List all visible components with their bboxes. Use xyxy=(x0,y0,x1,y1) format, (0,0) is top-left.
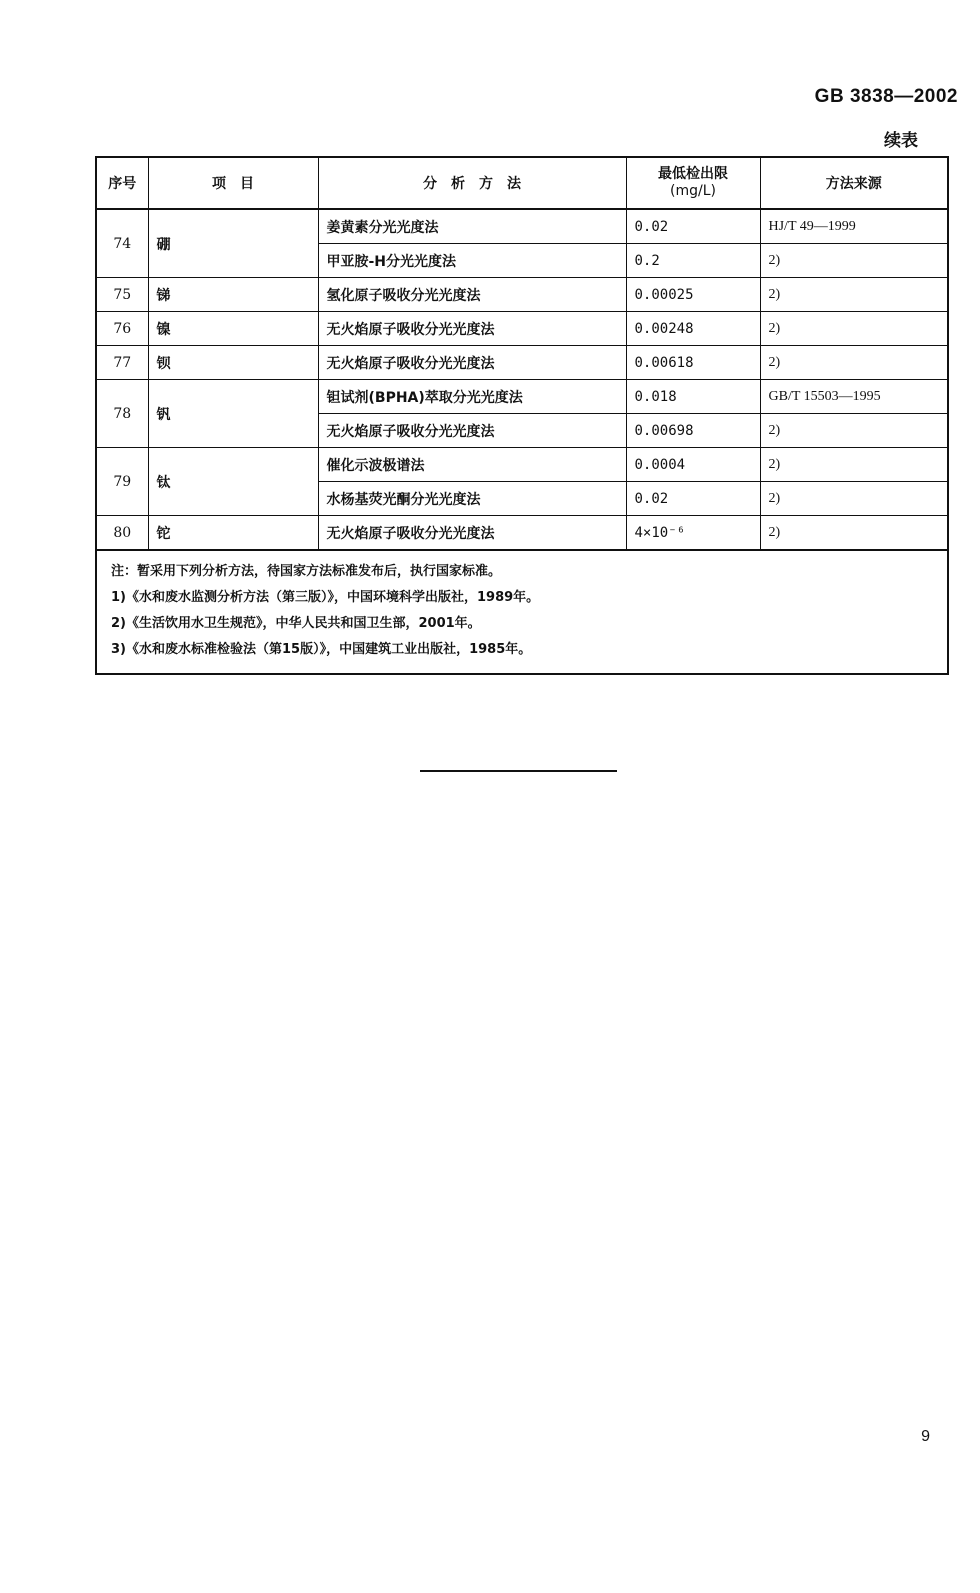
row-number: 74 xyxy=(96,209,148,278)
row-item: 钡 xyxy=(148,346,318,380)
note-item: 2)《生活饮用水卫生规范》，中华人民共和国卫生部，2001年。 xyxy=(111,616,481,631)
row-item: 镍 xyxy=(148,312,318,346)
row-number: 77 xyxy=(96,346,148,380)
col-header-limit-unit: (mg/L) xyxy=(670,183,716,199)
row-number: 78 xyxy=(96,380,148,448)
row-method: 无火焰原子吸收分光光度法 xyxy=(318,312,626,346)
row-number: 76 xyxy=(96,312,148,346)
col-header-no: 序号 xyxy=(96,157,148,209)
continued-table-label: 续表 xyxy=(884,131,918,151)
row-source: 2) xyxy=(760,414,948,448)
row-method: 钽试剂(BPHA)萃取分光光度法 xyxy=(318,380,626,414)
col-header-item: 项 目 xyxy=(148,157,318,209)
row-source: HJ/T 49—1999 xyxy=(760,209,948,244)
page-number: 9 xyxy=(921,1428,930,1445)
row-item: 钒 xyxy=(148,380,318,448)
row-limit: 0.00248 xyxy=(626,312,760,346)
row-limit: 0.00025 xyxy=(626,278,760,312)
col-header-method: 分 析 方 法 xyxy=(318,157,626,209)
table-row xyxy=(96,278,948,312)
row-limit: 0.018 xyxy=(626,380,760,414)
row-source: 2) xyxy=(760,448,948,482)
end-of-section-rule xyxy=(420,770,617,772)
row-method: 甲亚胺-H分光光度法 xyxy=(318,244,626,278)
table-header-row xyxy=(96,157,948,209)
row-method: 氢化原子吸收分光光度法 xyxy=(318,278,626,312)
row-number: 80 xyxy=(96,516,148,551)
row-method: 无火焰原子吸收分光光度法 xyxy=(318,516,626,551)
note-item: 1)《水和废水监测分析方法（第三版）》，中国环境科学出版社，1989年。 xyxy=(111,590,540,605)
table-row xyxy=(96,448,948,482)
row-limit: 0.00618 xyxy=(626,346,760,380)
table-row xyxy=(96,312,948,346)
row-item: 铊 xyxy=(148,516,318,551)
row-source: 2) xyxy=(760,482,948,516)
table-row xyxy=(96,346,948,380)
row-number: 79 xyxy=(96,448,148,516)
row-limit: 0.2 xyxy=(626,244,760,278)
row-number: 75 xyxy=(96,278,148,312)
row-method: 姜黄素分光光度法 xyxy=(318,209,626,244)
col-header-limit-title: 最低检出限 xyxy=(658,166,728,182)
row-method: 催化示波极谱法 xyxy=(318,448,626,482)
col-header-source: 方法来源 xyxy=(760,157,948,209)
row-limit: 0.02 xyxy=(626,482,760,516)
row-item: 锑 xyxy=(148,278,318,312)
row-source: 2) xyxy=(760,312,948,346)
row-limit: 0.00698 xyxy=(626,414,760,448)
row-method: 无火焰原子吸收分光光度法 xyxy=(318,346,626,380)
row-method: 无火焰原子吸收分光光度法 xyxy=(318,414,626,448)
row-item: 硼 xyxy=(148,209,318,278)
row-limit: 0.02 xyxy=(626,209,760,244)
row-source: 2) xyxy=(760,346,948,380)
notes-row xyxy=(96,550,948,674)
analysis-methods-table xyxy=(95,156,949,675)
row-source: 2) xyxy=(760,278,948,312)
row-method: 水杨基荧光酮分光光度法 xyxy=(318,482,626,516)
row-limit: 0.0004 xyxy=(626,448,760,482)
note-item: 3)《水和废水标准检验法（第15版）》，中国建筑工业出版社，1985年。 xyxy=(111,642,532,657)
row-source: 2) xyxy=(760,244,948,278)
notes-cell xyxy=(96,550,948,674)
col-header-limit xyxy=(626,157,760,209)
table-row xyxy=(96,380,948,414)
row-source: 2) xyxy=(760,516,948,551)
standard-code: GB 3838—2002 xyxy=(814,86,958,107)
row-source: GB/T 15503—1995 xyxy=(760,380,948,414)
row-item: 钛 xyxy=(148,448,318,516)
notes-intro: 注：暂采用下列分析方法，待国家方法标准发布后，执行国家标准。 xyxy=(111,564,502,579)
row-limit: 4×10⁻⁶ xyxy=(626,516,760,551)
table-row xyxy=(96,516,948,551)
table-row xyxy=(96,209,948,244)
